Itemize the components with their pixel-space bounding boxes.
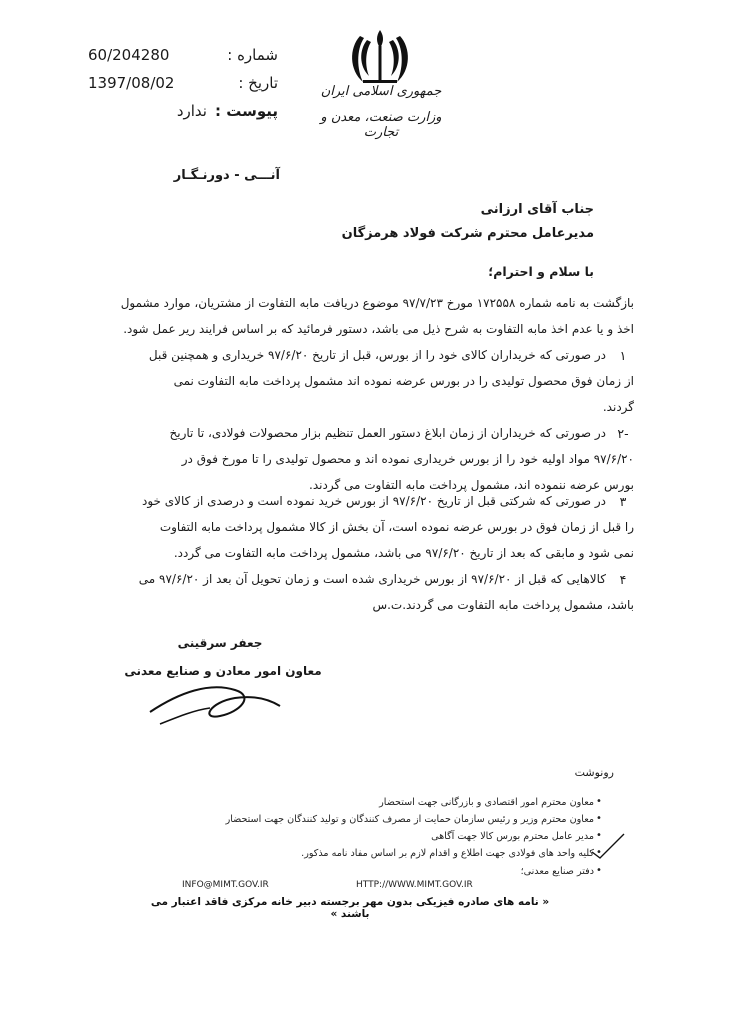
cc-item-1: معاون محترم امور اقتصادی و بازرگانی جهت استحضار [379, 797, 594, 808]
recipient-line2: مدیرعامل محترم شرکت فولاد هرمزگان [341, 226, 594, 241]
footer-note: « نامه های صادره فیزیکی بدون مهر برجسته دبیر خانه مرکزی فاقد اعتبار می باشند » [150, 896, 550, 920]
item-3-line2: را قبل از زمان فوق در بورس عرضه نموده است، آن بخش از کالا مشمول پرداخت مابه التفاوت [159, 520, 634, 534]
signatory-title: معاون امور معادن و صنایع معدنی [124, 664, 322, 678]
item-1-line3: گردند. [602, 400, 634, 414]
checkmark-icon [588, 830, 628, 860]
intro-line1: بازگشت به نامه شماره ۱۷۲۵۵۸ مورخ ۹۷/۷/۲۳ موضوع دریافت مابه التفاوت از مشتریان، موارد مشمول [120, 296, 634, 310]
item-2-line1: در صورتی که خریداران از زمان ابلاغ دستور العمل تنظیم بزار محصولات فولادی، تا تاریخ [169, 426, 606, 440]
cc-bullet-1: • [596, 796, 602, 807]
item-3-line3: نمی شود و مابقی که بعد از تاریخ ۹۷/۶/۲۰ می باشد، مشمول پرداخت مابه التفاوت می گردد. [173, 546, 634, 560]
cc-item-2: معاون محترم وزیر و رئیس سازمان حمایت از مصرف کنندگان و تولید کنندگان جهت استحضار [225, 814, 594, 825]
item-4-number: ۴ [619, 572, 627, 587]
item-2-line3: بورس عرضه ننموده اند، مشمول پرداخت مابه التفاوت می گردند. [309, 478, 634, 492]
handwritten-signature [140, 672, 290, 732]
cc-item-5: دفتر صنایع معدنی؛ [520, 866, 594, 877]
date-value: 1397/08/02 [88, 74, 175, 92]
item-1-line2: از زمان فوق محصول تولیدی را در بورس عرضه نموده اند مشمول پرداخت مابه التفاوت نمی [173, 374, 634, 388]
cc-item-4: کلیه واحد های فولادی جهت اطلاع و اقدام لازم بر اساس مفاد نامه مذکور. [301, 848, 594, 859]
date-label: تاریخ : [238, 74, 278, 92]
crest-line2: وزارت صنعت، معدن و تجارت [320, 110, 442, 140]
item-2-line2: ۹۷/۶/۲۰ مواد اولیه خود را از بورس خریداری نموده اند و محصول تولیدی را تا مورخ فوق در [181, 452, 634, 466]
signatory-name: جعفر سرقینی [177, 636, 263, 650]
iran-emblem-icon [345, 26, 415, 88]
item-4-line1: کالاهایی که قبل از ۹۷/۶/۲۰ از بورس خریداری شده است و زمان تحویل آن بعد از ۹۷/۶/۲۰ می [138, 572, 606, 586]
attachment-label: پیوست : [214, 102, 278, 120]
cc-bullet-2: • [596, 813, 602, 824]
item-3-line1: در صورتی که شرکتی قبل از تاریخ ۹۷/۶/۲۰ از بورس خرید نموده است و درصدی از کالای خود [141, 494, 606, 508]
footer-email: INFO@MIMT.GOV.IR [182, 880, 269, 890]
item-1-line1: در صورتی که خریداران کالای خود را از بورس، قبل از تاریخ ۹۷/۶/۲۰ خریداری و همچنین قبل [148, 348, 606, 362]
footer-website: HTTP://WWW.MIMT.GOV.IR [356, 880, 473, 890]
recipient-line1: جناب آقای ارزانی [480, 202, 594, 217]
greeting: با سلام و احترام؛ [488, 264, 594, 279]
cc-bullet-4: • [596, 847, 602, 858]
item-3-number: ۳ [619, 494, 627, 509]
letter-meta [88, 46, 278, 120]
cc-bullet-3: • [596, 830, 602, 841]
number-label: شماره : [227, 46, 278, 64]
intro-line2: اخذ و یا عدم اخذ مابه التفاوت به شرح ذیل می باشد، دستور فرمائید که بر اساس فرایند ریر عمل شود. [123, 322, 634, 336]
item-2-number: ۲- [617, 426, 629, 441]
item-4-line2: باشد، مشمول پرداخت مابه التفاوت می گردند.ت.س [372, 598, 634, 612]
crest-line1: جمهوری اسلامی ایران [320, 84, 442, 99]
item-1-number: ۱ [619, 348, 627, 363]
number-value: 60/204280 [88, 46, 170, 64]
urgency-label: آنـــی - دورنـگـار [173, 168, 280, 183]
cc-item-3: مدیر عامل محترم بورس کالا جهت آگاهی [431, 831, 594, 842]
cc-bullet-5: • [596, 865, 602, 876]
attachment-value: ندارد [176, 102, 207, 120]
cc-label: رونوشت [574, 766, 614, 779]
